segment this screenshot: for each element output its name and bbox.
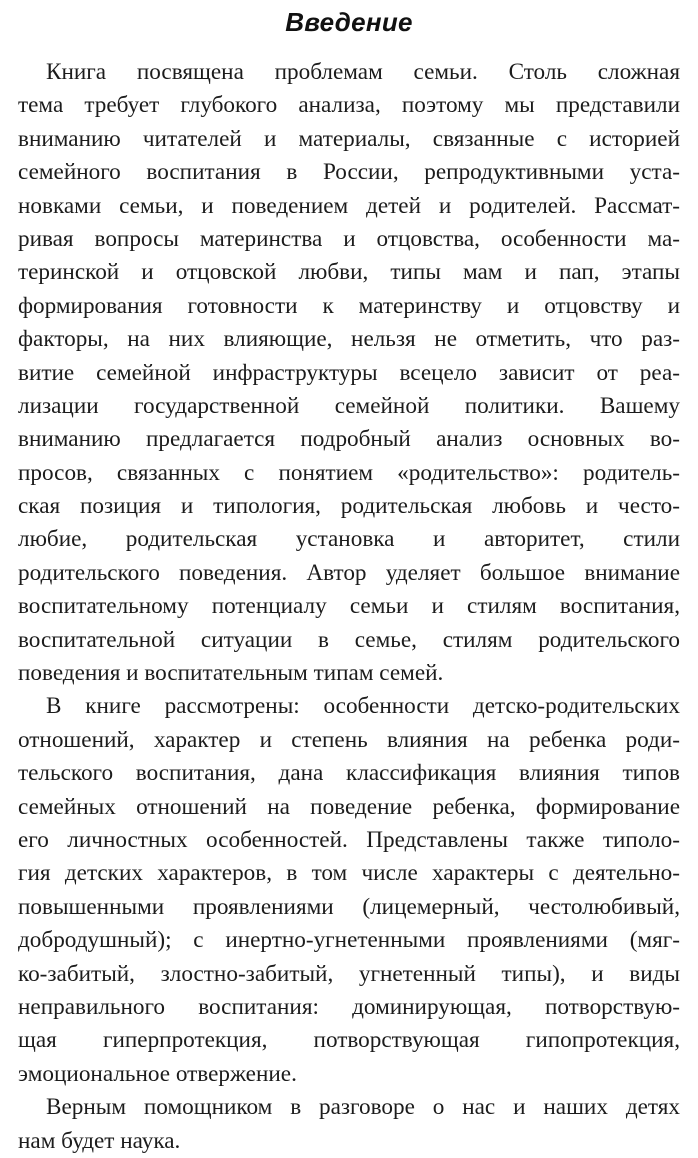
text-line: лизации государственной семейной политики. Вашему [18,392,680,419]
text-line: Верным помощником в разговоре о нас и наших детях [46,1094,680,1121]
text-line: просов, связанных с понятием «родительство»: родитель- [18,459,680,486]
text-line: В книге рассмотрены: особенности детско-родительских [46,693,680,720]
text-line: факторы, на них влияющие, нельзя не отметить, что раз- [18,326,680,353]
text-line: воспитательному потенциалу семьи и стилям воспитания, [18,593,680,620]
text-line: семейного воспитания в России, репродуктивными уста- [18,159,680,186]
text-line: отношений, характер и степень влияния на ребенка роди- [18,726,680,753]
text-line: родительского поведения. Автор уделяет большое внимание [18,559,680,586]
text-line: формирования готовности к материнству и отцовству и [18,292,680,319]
text-line: ская позиция и типология, родительская любовь и често- [18,493,680,520]
text-line: тельского воспитания, дана классификация влияния типов [18,760,680,787]
text-line: его личностных особенностей. Представлены также типоло- [18,826,680,853]
text-line: семейных отношений на поведение ребенка, формирование [18,793,680,820]
paragraph [18,1091,680,1158]
text-line: щая гиперпротекция, потворствующая гипопротекция, [18,1027,680,1054]
text-line: воспитательной ситуации в семье, стилям родительского [18,626,680,653]
text-line: добродушный); с инертно-угнетенными проявлениями (мяг- [18,927,680,954]
text-line: повышенными проявлениями (лицемерный, честолюбивый, [18,893,680,920]
text-line: неправильного воспитания: доминирующая, потворствую- [18,993,680,1020]
text-line: ко-забитый, злостно-забитый, угнетенный типы), и виды [18,960,680,987]
paragraph [18,690,680,1091]
text-line: ривая вопросы материнства и отцовства, особенности ма- [18,225,680,252]
text-line: вниманию читателей и материалы, связанные с историей [18,125,680,152]
text-line: любие, родительская установка и авторитет, стили [18,526,680,553]
text-line: эмоциональное отвержение. [18,1060,297,1087]
document-body [18,56,680,1158]
text-line: нам будет наука. [18,1127,181,1154]
text-line: вниманию предлагается подробный анализ основных во- [18,426,680,453]
text-line: поведения и воспитательным типам семей. [18,660,444,687]
text-line: гия детских характеров, в том числе характеры с деятельно- [18,860,680,887]
text-line: витие семейной инфраструктуры всецело зависит от реа- [18,359,680,386]
paragraph [18,56,680,690]
page-title: Введение [285,7,413,37]
text-line: новками семьи, и поведением детей и родителей. Рассмат- [18,192,680,219]
text-line: теринской и отцовской любви, типы мам и пап, этапы [18,259,680,286]
text-line: тема требует глубокого анализа, поэтому мы представили [18,92,680,119]
text-line: Книга посвящена проблемам семьи. Столь сложная [46,59,680,85]
